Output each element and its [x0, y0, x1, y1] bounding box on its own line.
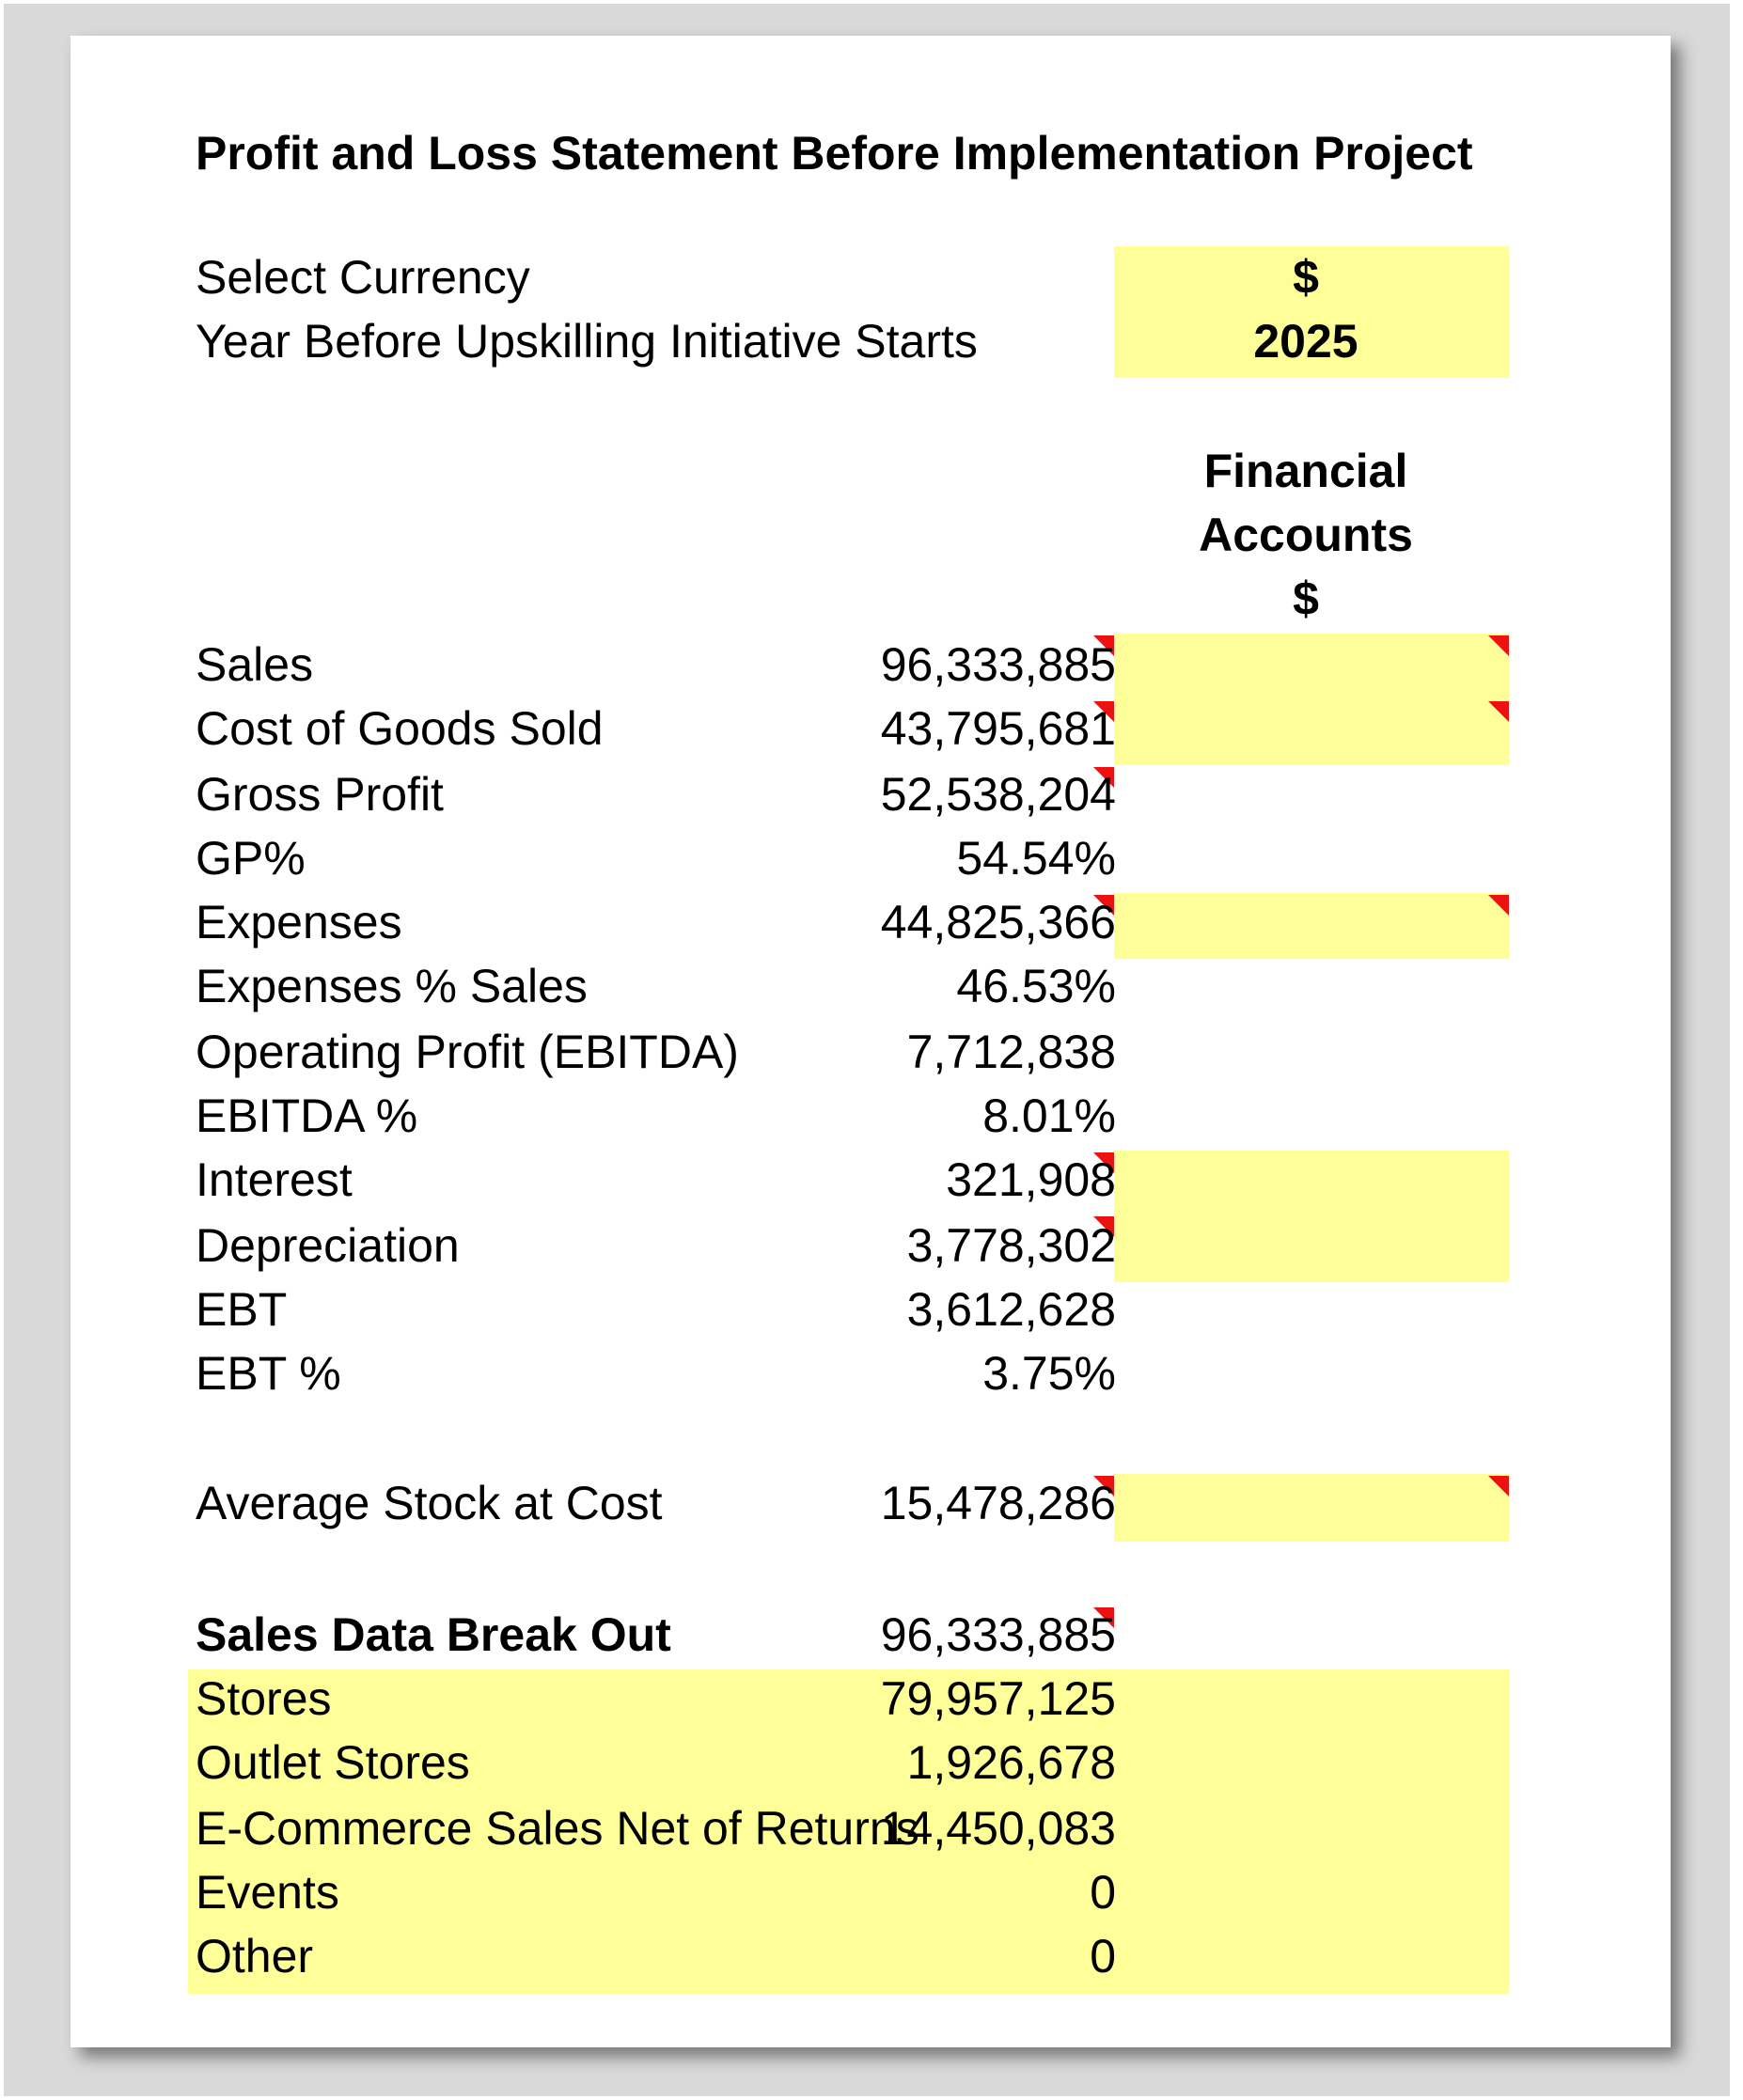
column-header-line2: Accounts: [1199, 509, 1413, 561]
interest-label: Interest: [196, 1153, 353, 1206]
expenses-value[interactable]: 44,825,366: [880, 896, 1116, 948]
ecommerce-value[interactable]: 14,450,083: [880, 1802, 1116, 1855]
comment-flag-icon[interactable]: [1488, 635, 1509, 656]
expenses-pct-label: Expenses % Sales: [196, 960, 588, 1012]
spreadsheet-sheet: [71, 36, 1671, 2047]
interest-value[interactable]: 321,908: [946, 1153, 1116, 1206]
sales-cogs-input-block: [1114, 634, 1509, 765]
page-title: Profit and Loss Statement Before Implementation Project: [196, 127, 1473, 180]
interest-depreciation-input-block: [1114, 1151, 1509, 1282]
cogs-value[interactable]: 43,795,681: [880, 702, 1116, 755]
stock-value[interactable]: 15,478,286: [880, 1477, 1116, 1529]
ebt-pct-label: EBT %: [196, 1347, 341, 1400]
ebt-value: 3,612,628: [906, 1283, 1116, 1336]
operating-profit-label: Operating Profit (EBITDA): [196, 1026, 739, 1078]
comment-flag-icon[interactable]: [1488, 701, 1509, 722]
expenses-input-cell: [1114, 893, 1509, 959]
currency-select[interactable]: $: [1293, 251, 1319, 304]
comment-flag-icon[interactable]: [1488, 1476, 1509, 1497]
ecommerce-label: E-Commerce Sales Net of Returns: [196, 1802, 919, 1855]
sales-value[interactable]: 96,333,885: [880, 638, 1116, 691]
year-label: Year Before Upskilling Initiative Starts: [196, 315, 978, 368]
comment-flag-icon[interactable]: [1488, 895, 1509, 916]
stock-label: Average Stock at Cost: [196, 1477, 663, 1529]
depreciation-label: Depreciation: [196, 1219, 460, 1272]
sales-label: Sales: [196, 638, 314, 691]
cogs-label: Cost of Goods Sold: [196, 702, 604, 755]
stores-value[interactable]: 79,957,125: [880, 1672, 1116, 1725]
breakout-heading: Sales Data Break Out: [196, 1608, 671, 1661]
gross-profit-value: 52,538,204: [880, 768, 1116, 821]
other-value[interactable]: 0: [1090, 1930, 1116, 1982]
outlet-value[interactable]: 1,926,678: [906, 1736, 1116, 1789]
year-input[interactable]: 2025: [1253, 315, 1358, 368]
expenses-pct-value: 46.53%: [956, 960, 1116, 1012]
currency-label: Select Currency: [196, 251, 530, 304]
gross-profit-label: Gross Profit: [196, 768, 444, 821]
ebt-pct-value: 3.75%: [982, 1347, 1116, 1400]
column-header-line1: Financial: [1203, 445, 1408, 497]
stock-input-cell: [1114, 1474, 1509, 1542]
outlet-label: Outlet Stores: [196, 1736, 470, 1789]
breakout-total: 96,333,885: [880, 1608, 1116, 1661]
gp-pct-value: 54.54%: [956, 832, 1116, 885]
depreciation-value[interactable]: 3,778,302: [906, 1219, 1116, 1272]
ebitda-pct-value: 8.01%: [982, 1089, 1116, 1142]
ebt-label: EBT: [196, 1283, 288, 1336]
stores-label: Stores: [196, 1672, 332, 1725]
events-value[interactable]: 0: [1090, 1866, 1116, 1919]
expenses-label: Expenses: [196, 896, 402, 948]
events-label: Events: [196, 1866, 339, 1919]
operating-profit-value: 7,712,838: [906, 1026, 1116, 1078]
other-label: Other: [196, 1930, 314, 1982]
column-header-currency: $: [1293, 572, 1319, 625]
gp-pct-label: GP%: [196, 832, 306, 885]
ebitda-pct-label: EBITDA %: [196, 1089, 418, 1142]
